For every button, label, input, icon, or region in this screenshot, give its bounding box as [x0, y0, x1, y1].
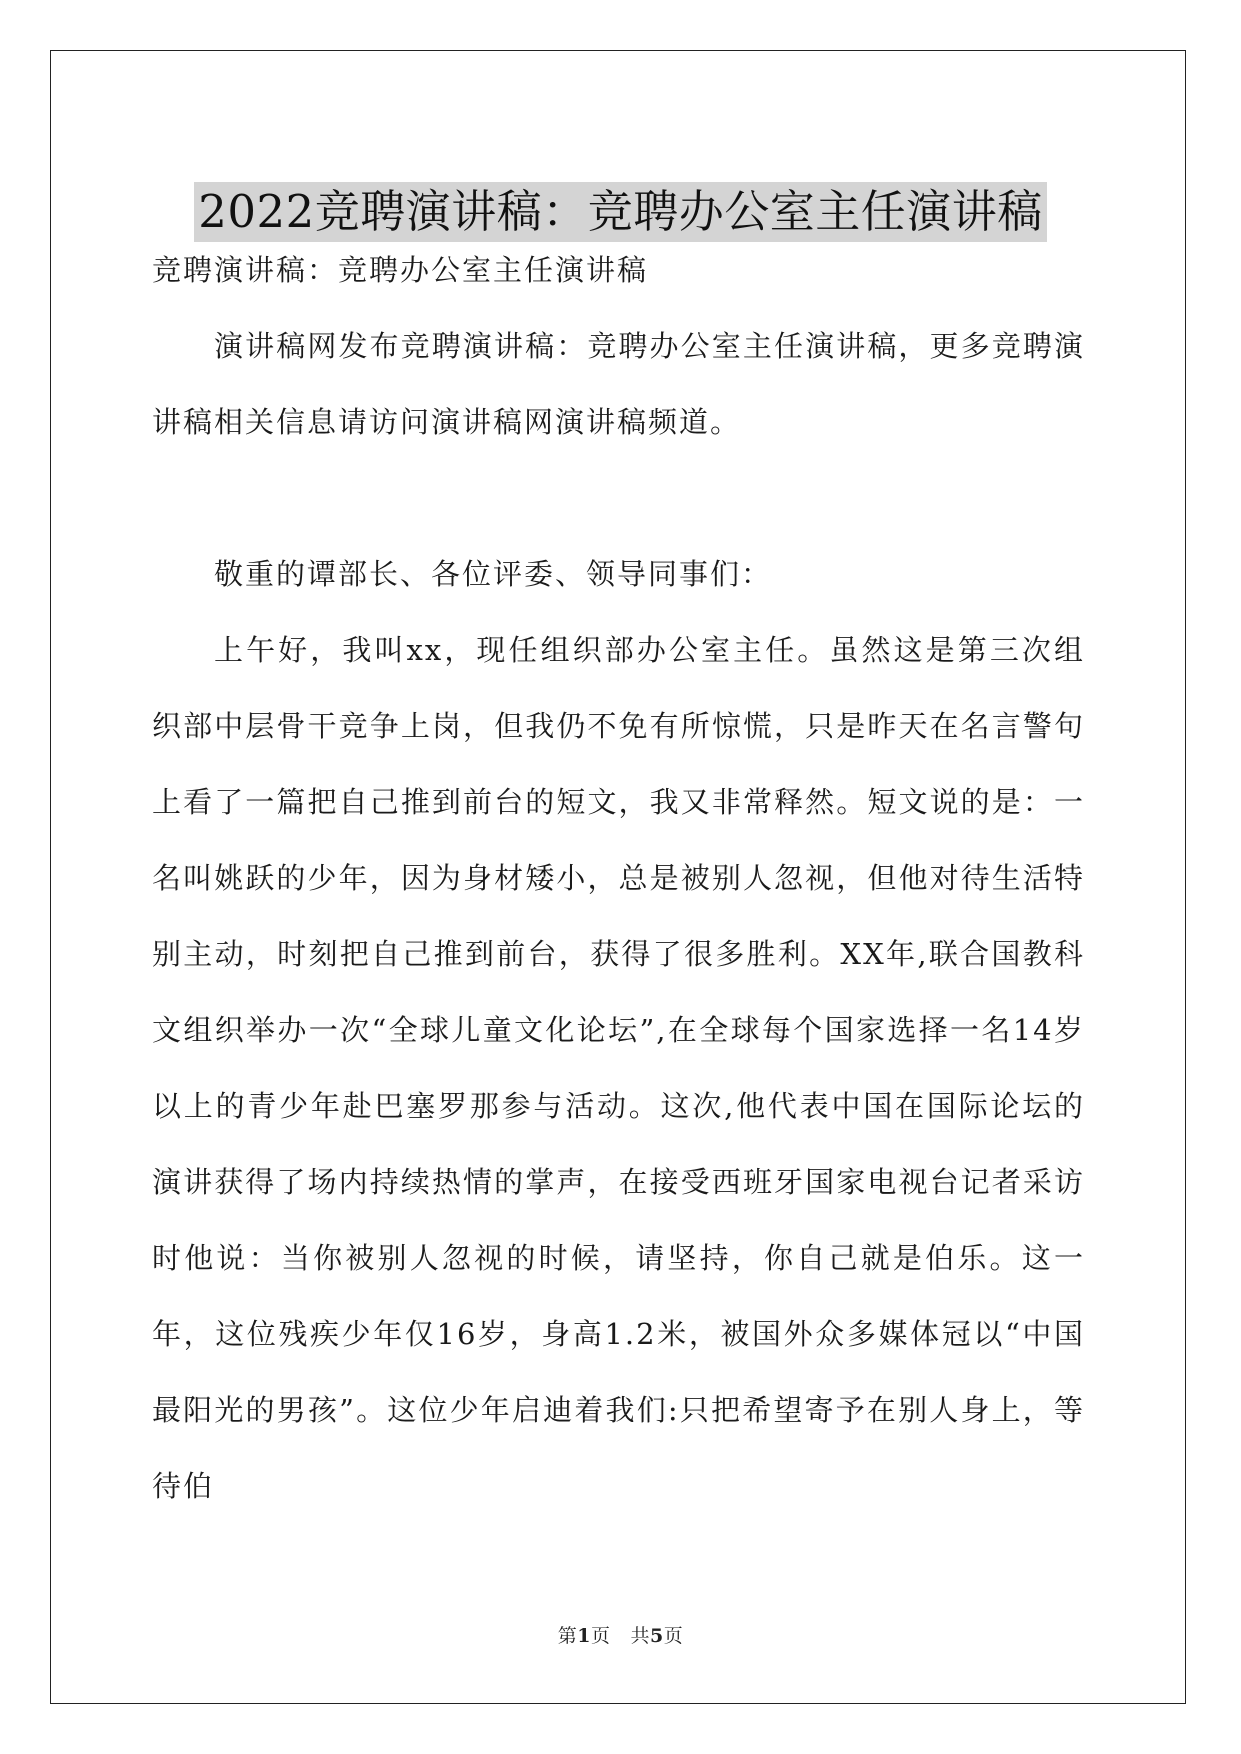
page-total: 5	[650, 1625, 664, 1647]
page-prefix: 第	[557, 1625, 578, 1647]
salutation: 敬重的谭部长、各位评委、领导同事们：	[214, 557, 773, 591]
total-suffix: 页	[663, 1625, 684, 1647]
page-current: 1	[577, 1625, 591, 1647]
document-subtitle: 竞聘演讲稿：竞聘办公室主任演讲稿	[152, 253, 649, 287]
page-suffix: 页	[590, 1625, 611, 1647]
page-footer	[0, 1621, 1241, 1648]
intro-paragraph: 演讲稿网发布竞聘演讲稿：竞聘办公室主任演讲稿，更多竞聘演讲稿相关信息请访问演讲稿网演讲稿频道。	[152, 329, 1085, 439]
document-title: 2022竞聘演讲稿：竞聘办公室主任演讲稿	[194, 182, 1047, 242]
paragraph-spacer	[152, 460, 1085, 536]
body-paragraph: 上午好，我叫xx，现任组织部办公室主任。虽然这是第三次组织部中层骨干竞争上岗，但我仍不免有所惊慌，只是昨天在名言警句上看了一篇把自己推到前台的短文，我又非常释然。短文说的是：一名叫姚跃的少年，因为身材矮小，总是被别人忽视，但他对待生活特别主动，时刻把自己推到前台，获得了很多胜利。XX年,联合国教科文组织举办一次“全球儿童文化论坛”,在全球每个国家选择一名14岁以上的青少年赴巴塞罗那参与活动。这次,他代表中国在国际论坛的演讲获得了场内持续热情的掌声，在接受西班牙国家电视台记者采访时他说：当你被别人忽视的时候，请坚持，你自己就是伯乐。这一年，这位残疾少年仅16岁，身高1.2米，被国外众多媒体冠以“中国最阳光的男孩”。这位少年启迪着我们:只把希望寄予在别人身上，等待伯	[152, 633, 1085, 1503]
total-prefix: 共	[630, 1625, 651, 1647]
document-body	[152, 232, 1085, 1524]
